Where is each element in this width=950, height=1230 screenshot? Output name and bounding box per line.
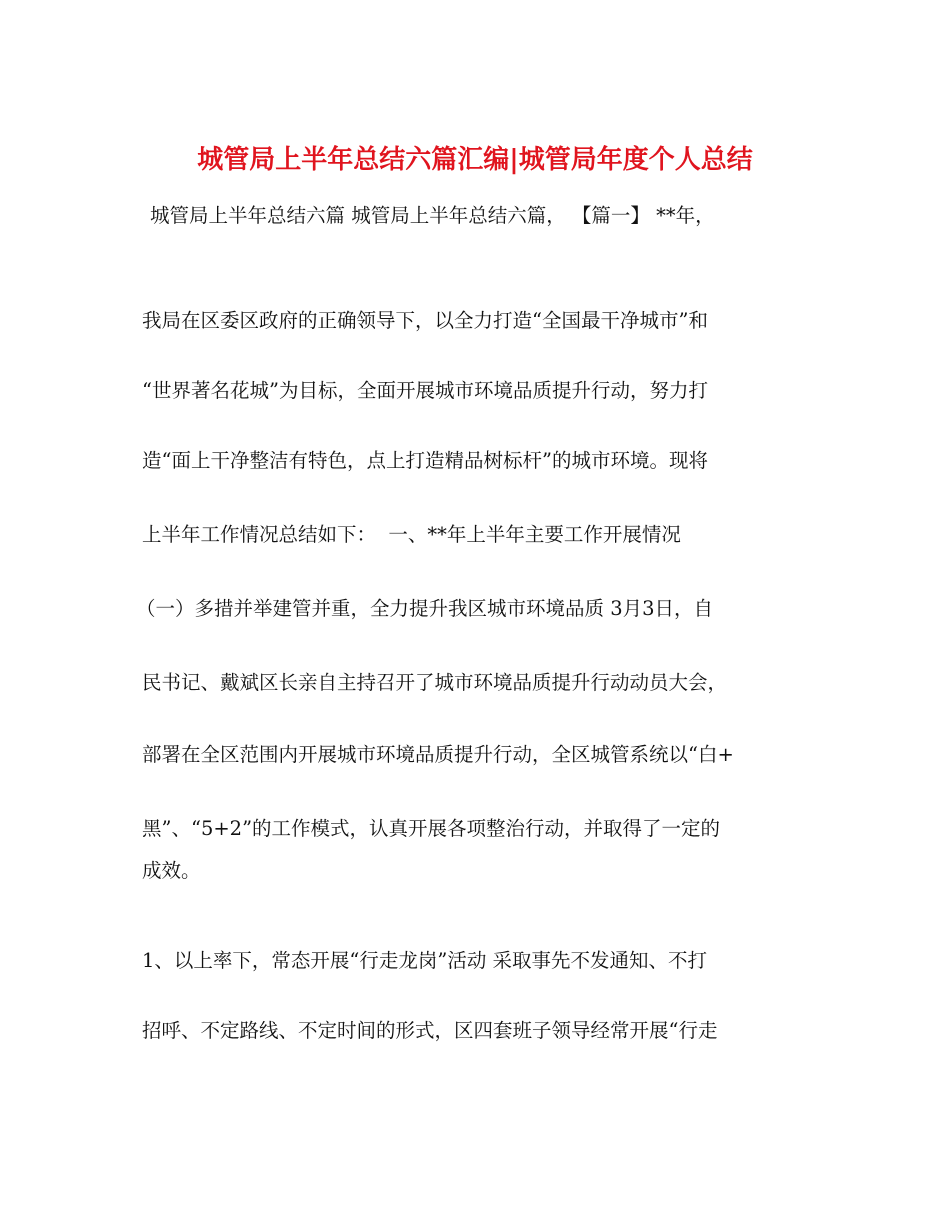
body-line-3: “世界著名花城”为目标，全面开展城市环境品质提升行动，努力打: [142, 379, 708, 402]
body-line-2: 我局在区委区政府的正确领导下，以全力打造“全国最干净城市”和: [142, 309, 708, 332]
body-line-11: 1、以上率下，常态开展“行走龙岗”活动 采取事先不发通知、不打: [142, 949, 708, 972]
body-line-1: 城管局上半年总结六篇 城管局上半年总结六篇， 【篇一】 **年，: [150, 204, 715, 227]
body-line-5: 上半年工作情况总结如下： 一、**年上半年主要工作开展情况: [142, 523, 681, 546]
document-title: 城管局上半年总结六篇汇编|城管局年度个人总结: [197, 145, 753, 175]
body-line-4: 造“面上干净整洁有特色，点上打造精品树标杆”的城市环境。现将: [142, 449, 708, 472]
body-line-12: 招呼、不定路线、不定时间的形式，区四套班子领导经常开展“行走: [142, 1019, 718, 1042]
body-line-6: （一）多措并举建管并重，全力提升我区城市环境品质 3月3日，自: [136, 597, 714, 620]
body-line-8: 部署在全区范围内开展城市环境品质提升行动，全区城管系统以“白+: [142, 743, 734, 766]
body-line-10: 成效。: [142, 859, 201, 882]
body-line-7: 民书记、戴斌区长亲自主持召开了城市环境品质提升行动动员大会，: [142, 671, 728, 694]
body-line-9: 黑”、“5+2”的工作模式，认真开展各项整治行动，并取得了一定的: [142, 817, 721, 840]
